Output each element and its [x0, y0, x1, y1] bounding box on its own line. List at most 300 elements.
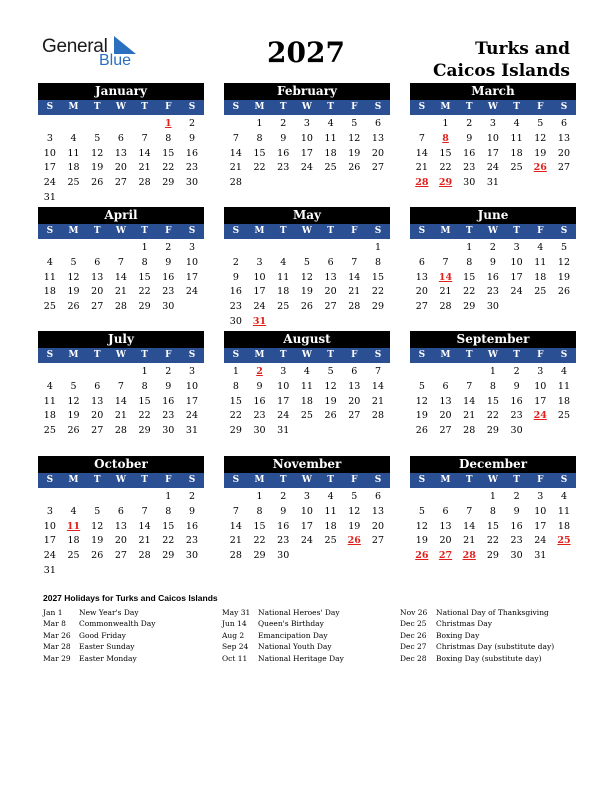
day-cell: 30: [486, 301, 499, 313]
day-cell: 28: [348, 301, 361, 313]
day-cell: 6: [442, 380, 449, 392]
day-cell: 5: [418, 380, 425, 392]
empty-cell: [434, 241, 458, 256]
holiday-column: [400, 607, 554, 664]
day-cell: 16: [185, 520, 199, 532]
day-cell: 22: [162, 162, 175, 174]
day-cell: 7: [117, 256, 124, 268]
weekday-label: T: [141, 475, 148, 485]
empty-cell: [410, 365, 434, 380]
day-cell: 19: [324, 395, 337, 407]
day-cell: 14: [138, 520, 151, 532]
weekday-header: [224, 348, 390, 363]
day-cell: 24: [300, 535, 313, 547]
day-cell: 12: [67, 271, 80, 283]
day-cell: 16: [185, 147, 199, 159]
holiday-name: Boxing Day: [436, 630, 480, 640]
day-cell: 7: [141, 132, 148, 144]
holiday-name: National Heroes' Day: [258, 608, 340, 617]
weekday-label: S: [188, 102, 196, 112]
day-cell: 18: [534, 271, 547, 283]
day-cell: 16: [486, 271, 499, 283]
day-cell: 8: [256, 132, 263, 144]
day-cell: 17: [300, 147, 313, 159]
empty-cell: [319, 241, 343, 256]
day-cell: 7: [442, 256, 449, 268]
day-grid: [410, 241, 576, 315]
day-cell: 27: [91, 425, 104, 437]
weekday-label: S: [374, 102, 382, 112]
day-cell: 30: [253, 425, 266, 437]
day-cell: 12: [91, 147, 104, 159]
weekday-label: T: [141, 350, 148, 360]
day-cell: 27: [415, 301, 428, 313]
weekday-label: S: [418, 226, 426, 236]
day-cell: 3: [537, 491, 544, 502]
day-cell: 8: [489, 505, 496, 517]
day-cell: 8: [141, 380, 148, 392]
day-cell: 23: [463, 162, 476, 174]
day-cell: 9: [280, 505, 287, 517]
weekday-label: S: [374, 226, 382, 236]
weekday-header: [224, 100, 390, 115]
day-cell: 2: [466, 118, 473, 129]
weekday-label: T: [93, 102, 101, 112]
day-cell: 24: [534, 535, 547, 547]
weekday-label: F: [351, 226, 358, 236]
day-cell: 18: [557, 395, 571, 407]
weekday-label: F: [165, 226, 172, 236]
holiday-date: Dec 26: [400, 630, 427, 640]
day-cell: 15: [486, 395, 499, 407]
weekday-label: S: [188, 226, 196, 236]
day-cell: 11: [277, 271, 290, 283]
empty-cell: [224, 490, 248, 505]
holiday-name: Christmas Day: [436, 619, 492, 629]
empty-cell: [224, 117, 248, 132]
day-cell: 10: [534, 505, 547, 517]
day-cell: 5: [94, 132, 101, 144]
day-cell: 23: [185, 535, 199, 547]
day-cell: 8: [466, 256, 473, 268]
weekday-label: F: [537, 475, 544, 485]
weekday-header: [410, 100, 576, 115]
day-cell: 5: [327, 366, 334, 377]
day-cell: 19: [67, 410, 80, 422]
day-cell: 12: [415, 395, 428, 407]
holiday-day: 26: [347, 535, 361, 547]
day-cell: 21: [138, 535, 151, 547]
day-cell: 13: [415, 271, 428, 283]
day-cell: 21: [348, 286, 361, 298]
day-cell: 4: [70, 132, 77, 144]
empty-cell: [85, 365, 109, 380]
weekday-header: [224, 473, 390, 488]
day-cell: 4: [327, 118, 334, 129]
weekday-label: S: [418, 102, 426, 112]
holiday-day: 28: [462, 550, 476, 562]
day-cell: 7: [232, 132, 239, 144]
day-grid: [224, 365, 390, 439]
day-cell: 18: [67, 162, 80, 174]
day-cell: 21: [463, 410, 476, 422]
day-cell: 30: [185, 550, 199, 562]
day-cell: 23: [486, 286, 499, 298]
day-cell: 30: [277, 550, 290, 562]
day-cell: 27: [114, 550, 127, 562]
day-cell: 4: [560, 366, 567, 377]
day-cell: 18: [324, 147, 337, 159]
holiday-column: [222, 607, 344, 664]
day-cell: 16: [463, 147, 476, 159]
day-cell: 30: [162, 301, 175, 313]
day-cell: 22: [138, 286, 151, 298]
day-cell: 21: [463, 535, 476, 547]
weekday-label: F: [165, 350, 172, 360]
day-grid: [224, 117, 390, 191]
weekday-label: S: [232, 350, 240, 360]
day-cell: 2: [165, 366, 172, 377]
day-cell: 12: [534, 132, 547, 144]
day-cell: 12: [415, 520, 428, 532]
weekday-label: M: [68, 475, 79, 485]
holiday-day: 28: [415, 177, 429, 189]
day-cell: 4: [280, 256, 287, 268]
day-cell: 28: [114, 301, 127, 313]
empty-cell: [295, 241, 319, 256]
day-cell: 10: [510, 256, 523, 268]
day-cell: 17: [185, 271, 199, 283]
weekday-header: [38, 224, 204, 239]
day-cell: 4: [560, 491, 567, 502]
empty-cell: [271, 241, 295, 256]
month-title: June: [410, 207, 576, 224]
day-cell: 29: [486, 550, 499, 562]
day-cell: 6: [94, 380, 101, 392]
month-september: [410, 331, 576, 439]
day-cell: 5: [560, 242, 567, 253]
day-cell: 2: [489, 242, 496, 253]
day-cell: 17: [300, 520, 313, 532]
holiday-date: Mar 29: [43, 653, 71, 663]
brand-blue-text: Blue: [99, 52, 132, 69]
day-cell: 5: [70, 256, 77, 268]
day-cell: 17: [277, 395, 290, 407]
day-cell: 15: [371, 271, 385, 283]
day-cell: 25: [300, 410, 313, 422]
day-cell: 10: [253, 271, 266, 283]
holiday-row: [43, 630, 156, 641]
month-august: [224, 331, 390, 439]
day-cell: 2: [513, 491, 520, 502]
day-cell: 2: [280, 491, 287, 502]
holiday-day: 11: [66, 520, 81, 532]
day-cell: 25: [324, 535, 337, 547]
day-cell: 7: [466, 505, 473, 517]
holiday-day: 25: [557, 535, 571, 547]
day-cell: 8: [232, 380, 239, 392]
day-cell: 29: [162, 177, 175, 189]
weekday-label: T: [279, 102, 287, 112]
holiday-date: Aug 2: [222, 630, 245, 640]
weekday-label: W: [487, 475, 498, 485]
day-cell: 13: [91, 395, 104, 407]
empty-cell: [224, 241, 248, 256]
weekday-header: [38, 348, 204, 363]
weekday-label: W: [115, 226, 126, 236]
day-cell: 16: [277, 147, 290, 159]
day-cell: 21: [415, 162, 428, 174]
empty-cell: [434, 365, 458, 380]
weekday-label: F: [351, 102, 358, 112]
holiday-row: [222, 641, 344, 652]
day-cell: 24: [43, 550, 56, 562]
day-cell: 6: [442, 505, 449, 517]
weekday-label: T: [141, 102, 148, 112]
day-cell: 3: [303, 491, 310, 502]
holiday-row: [222, 618, 344, 629]
weekday-label: T: [465, 475, 473, 485]
weekday-label: T: [141, 226, 148, 236]
month-title: January: [38, 83, 204, 100]
day-cell: 11: [534, 256, 547, 268]
day-cell: 9: [188, 132, 195, 144]
day-cell: 24: [253, 301, 266, 313]
holiday-day: 26: [533, 162, 547, 174]
day-cell: 26: [557, 286, 571, 298]
day-cell: 4: [327, 491, 334, 502]
weekday-label: S: [560, 102, 568, 112]
weekday-label: T: [327, 475, 334, 485]
month-title: December: [410, 456, 576, 473]
day-cell: 5: [351, 491, 358, 502]
day-cell: 22: [371, 286, 385, 298]
month-march: [410, 83, 576, 191]
day-cell: 16: [277, 520, 290, 532]
day-cell: 15: [229, 395, 242, 407]
day-cell: 8: [489, 380, 496, 392]
day-cell: 8: [374, 256, 381, 268]
day-cell: 10: [277, 380, 290, 392]
holiday-day: 24: [533, 410, 547, 422]
day-cell: 16: [510, 520, 523, 532]
day-cell: 30: [162, 425, 175, 437]
empty-cell: [457, 365, 481, 380]
day-cell: 3: [537, 366, 544, 377]
holiday-name: Good Friday: [79, 630, 126, 640]
day-cell: 7: [351, 256, 358, 268]
empty-cell: [109, 365, 133, 380]
day-cell: 6: [418, 256, 425, 268]
day-cell: 10: [185, 380, 199, 392]
day-cell: 17: [253, 286, 266, 298]
day-cell: 6: [374, 118, 381, 129]
day-cell: 28: [229, 177, 242, 189]
day-cell: 23: [162, 410, 175, 422]
day-cell: 22: [486, 410, 499, 422]
day-cell: 12: [91, 520, 104, 532]
weekday-label: W: [115, 475, 126, 485]
empty-cell: [62, 117, 86, 132]
weekday-label: T: [327, 350, 334, 360]
day-cell: 14: [348, 271, 361, 283]
day-cell: 18: [510, 147, 523, 159]
day-cell: 11: [557, 380, 571, 392]
day-cell: 24: [43, 177, 56, 189]
day-cell: 18: [300, 395, 313, 407]
weekday-label: T: [465, 226, 473, 236]
day-cell: 19: [557, 271, 571, 283]
empty-cell: [109, 241, 133, 256]
day-cell: 5: [351, 118, 358, 129]
holiday-date: Dec 27: [400, 642, 427, 652]
day-cell: 9: [232, 271, 239, 283]
day-cell: 16: [510, 395, 523, 407]
holiday-day: 8: [442, 132, 449, 144]
day-cell: 1: [256, 118, 263, 129]
day-cell: 17: [534, 395, 547, 407]
day-cell: 6: [374, 491, 381, 502]
weekday-label: W: [115, 350, 126, 360]
day-cell: 9: [256, 380, 263, 392]
day-cell: 13: [557, 132, 571, 144]
holiday-name: National Youth Day: [258, 642, 332, 652]
day-cell: 27: [114, 177, 127, 189]
country-name: [433, 38, 570, 82]
day-cell: 28: [138, 550, 151, 562]
day-cell: 16: [162, 395, 175, 407]
day-cell: 5: [303, 256, 310, 268]
weekday-label: W: [301, 226, 312, 236]
day-cell: 22: [253, 535, 266, 547]
day-cell: 11: [43, 395, 56, 407]
day-cell: 13: [91, 271, 104, 283]
day-grid: [38, 490, 204, 579]
weekday-label: S: [374, 475, 382, 485]
day-cell: 18: [277, 286, 290, 298]
day-cell: 1: [374, 242, 381, 253]
day-cell: 23: [277, 535, 290, 547]
day-cell: 6: [560, 118, 567, 129]
month-title: April: [38, 207, 204, 224]
day-cell: 20: [114, 535, 127, 547]
holiday-date: Jan 1: [43, 608, 63, 617]
day-cell: 3: [513, 242, 520, 253]
day-cell: 30: [510, 425, 523, 437]
month-title: September: [410, 331, 576, 348]
day-cell: 14: [229, 520, 242, 532]
weekday-label: S: [46, 226, 54, 236]
day-cell: 26: [67, 301, 80, 313]
weekday-label: S: [232, 102, 240, 112]
day-cell: 22: [162, 535, 175, 547]
weekday-label: W: [487, 102, 498, 112]
day-cell: 11: [67, 147, 80, 159]
day-cell: 16: [229, 286, 242, 298]
day-cell: 29: [138, 425, 151, 437]
weekday-label: M: [68, 226, 79, 236]
month-title: August: [224, 331, 390, 348]
day-cell: 1: [442, 118, 449, 129]
weekday-label: M: [440, 350, 451, 360]
weekday-label: M: [254, 226, 265, 236]
holiday-date: Dec 28: [400, 653, 427, 663]
day-cell: 29: [138, 301, 151, 313]
holiday-name: National Day of Thanksgiving: [436, 608, 549, 617]
holiday-name: Christmas Day (substitute day): [436, 642, 555, 652]
day-grid: [410, 490, 576, 564]
day-cell: 3: [280, 366, 287, 377]
day-cell: 21: [229, 162, 242, 174]
day-cell: 19: [67, 286, 80, 298]
empty-cell: [133, 117, 157, 132]
day-cell: 20: [91, 410, 104, 422]
day-cell: 25: [324, 162, 337, 174]
weekday-label: S: [418, 475, 426, 485]
holiday-date: Nov 26: [400, 608, 428, 617]
day-cell: 9: [489, 256, 496, 268]
day-cell: 13: [348, 380, 361, 392]
month-april: [38, 207, 204, 315]
day-cell: 25: [43, 301, 56, 313]
day-cell: 15: [138, 271, 151, 283]
holiday-day: 14: [438, 271, 453, 283]
day-cell: 7: [141, 505, 148, 517]
day-cell: 2: [188, 491, 195, 502]
empty-cell: [85, 490, 109, 505]
month-title: May: [224, 207, 390, 224]
holiday-row: [400, 641, 554, 652]
weekday-label: F: [351, 350, 358, 360]
day-cell: 21: [229, 535, 242, 547]
day-cell: 13: [114, 147, 127, 159]
day-cell: 15: [463, 271, 476, 283]
weekday-label: F: [165, 102, 172, 112]
empty-cell: [38, 490, 62, 505]
weekday-label: M: [254, 350, 265, 360]
day-cell: 9: [165, 380, 172, 392]
day-cell: 23: [185, 162, 199, 174]
day-cell: 27: [371, 535, 385, 547]
holiday-name: Easter Sunday: [79, 642, 135, 652]
weekday-header: [410, 473, 576, 488]
weekday-label: T: [279, 226, 287, 236]
day-cell: 24: [185, 286, 199, 298]
day-cell: 6: [117, 132, 124, 144]
day-cell: 15: [253, 147, 266, 159]
holiday-day: 26: [415, 550, 429, 562]
day-cell: 4: [513, 118, 520, 129]
day-cell: 27: [348, 410, 361, 422]
day-cell: 8: [165, 132, 172, 144]
holiday-name: Emancipation Day: [258, 630, 328, 640]
day-cell: 13: [371, 132, 385, 144]
day-cell: 16: [253, 395, 266, 407]
holiday-day: 1: [164, 118, 172, 129]
day-cell: 25: [43, 425, 56, 437]
day-cell: 31: [534, 550, 547, 562]
holiday-date: Mar 28: [43, 642, 71, 652]
day-cell: 27: [439, 425, 452, 437]
weekday-label: W: [301, 102, 312, 112]
empty-cell: [38, 117, 62, 132]
day-cell: 26: [415, 425, 428, 437]
day-cell: 23: [510, 535, 523, 547]
day-cell: 27: [91, 301, 104, 313]
day-cell: 24: [300, 162, 313, 174]
day-cell: 14: [114, 395, 127, 407]
day-cell: 20: [348, 395, 361, 407]
